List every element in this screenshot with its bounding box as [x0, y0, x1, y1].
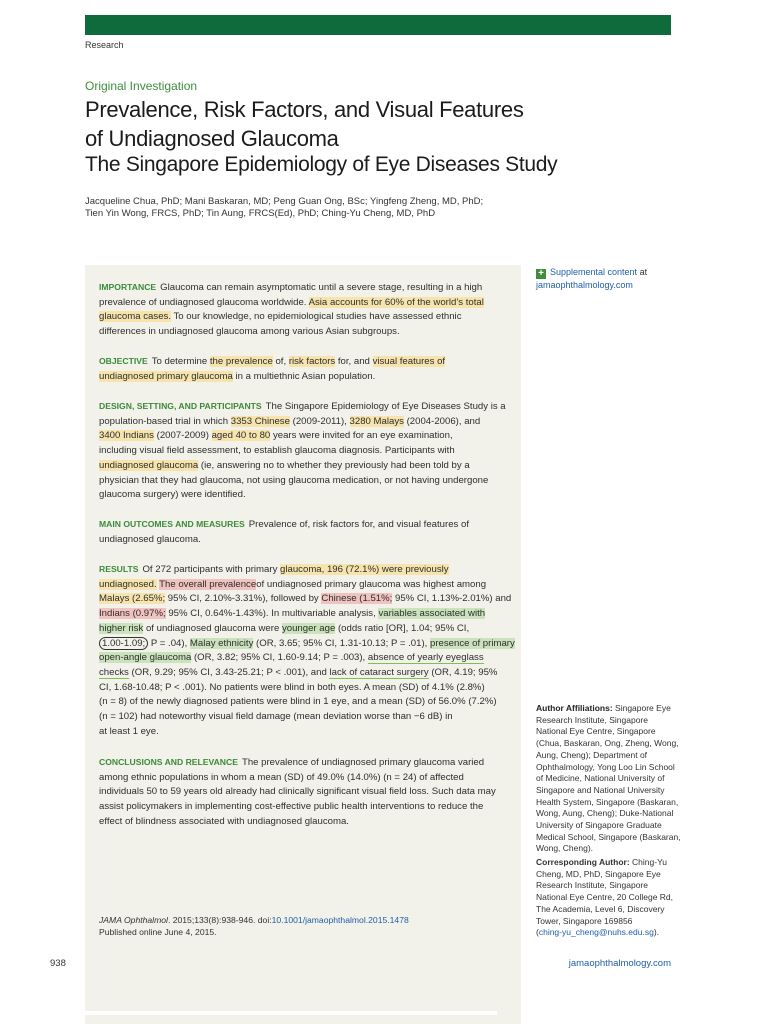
supplemental-content: + Supplemental content at jamaophthalmology.com	[536, 267, 648, 290]
doi-link[interactable]: 10.1001/jamaophthalmol.2015.1478	[271, 915, 409, 925]
highlight: risk factors	[288, 356, 336, 367]
highlight: undiagnosed glaucoma	[99, 459, 199, 471]
corresponding-heading: Corresponding Author:	[536, 857, 630, 867]
email-link[interactable]: ching-yu_cheng@nuhs.edu.sg	[538, 927, 654, 938]
importance-heading: IMPORTANCE	[99, 282, 157, 292]
highlight: glaucoma, 196 (72.1%) were previously	[280, 564, 449, 575]
highlight: open-angle glaucoma	[99, 652, 192, 664]
highlight: 3280 Malays	[349, 415, 404, 427]
page-number: 938	[50, 958, 66, 969]
highlight: undiagnosed.	[99, 578, 157, 590]
highlight: Indians (0.97%;	[99, 608, 166, 620]
highlight: Malay ethnicity	[189, 637, 254, 649]
highlight: Chinese (1.51%;	[321, 593, 393, 605]
author-list	[85, 196, 505, 220]
abstract-conclusions: CONCLUSIONS AND RELEVANCE The prevalence of undiagnosed primary glaucoma varied among ethnic populations in whom a mean (SD) of 49.0% (14.0%) (n = 24) of affected individuals 50 to 59 years old already had clinically significant visual field loss. Such data may assist policymakers in implementing cost-effective public health interventions to reduce the effect of blindness associated with undiagnosed glaucoma.	[99, 757, 496, 827]
abstract-box	[85, 265, 521, 1024]
abstract-objective: OBJECTIVE To determine the prevalence of, risk factors for, and visual features of undiagnosed primary glaucoma in a multiethnic Asian population.	[99, 356, 446, 382]
highlight: 3400 Indians	[99, 430, 154, 442]
highlight: The overall prevalence	[159, 578, 257, 590]
highlight: Asia accounts for 60% of the world’s total	[308, 296, 484, 308]
article-subtitle: The Singapore Epidemiology of Eye Diseases Study	[85, 153, 558, 176]
underline: lack of cataract surgery	[329, 666, 429, 678]
highlight: 3353 Chinese	[230, 415, 290, 427]
journal-header-bar	[85, 15, 671, 35]
abstract-design: DESIGN, SETTING, AND PARTICIPANTS The Singapore Epidemiology of Eye Diseases Study is a population-based trial in which 3353 Chinese (2009-2011), 3280 Malays (2004-2006), and 3400 Indians (2007-2009) aged 40 to 80 years were invited for an eye examination, including visual field assessment, to establish glaucoma diagnosis. Participants with undiagnosed glaucoma (ie, answering no to whether they previously had been told by a physician that they had glaucoma, not using glaucoma medication, or not having undergone glaucoma surgery) were identified.	[99, 401, 506, 501]
conclusions-heading: CONCLUSIONS AND RELEVANCE	[99, 757, 238, 767]
journal-abbrev: JAMA Ophthalmol	[99, 915, 168, 925]
highlight: glaucoma cases.	[99, 311, 171, 323]
abstract-divider	[85, 1011, 497, 1015]
article-type-label: Original Investigation	[85, 79, 198, 93]
highlight: higher risk	[99, 622, 144, 634]
highlight: undiagnosed primary glaucoma	[99, 370, 233, 382]
highlight: variables associated with	[378, 608, 486, 620]
abstract-importance: IMPORTANCE Glaucoma can remain asymptomatic until a severe stage, resulting in a high prevalence of undiagnosed glaucoma worldwide. Asia accounts for 60% of the world’s total glaucoma cases. To our knowledge, no epidemiological studies have assessed ethnic differences in undiagnosed glaucoma among various Asian subgroups.	[99, 282, 484, 338]
section-label: Research	[85, 40, 124, 50]
published-date: Published online June 4, 2015.	[99, 926, 217, 937]
abstract-outcomes: MAIN OUTCOMES AND MEASURES Prevalence of, risk factors for, and visual features of undiagnosed glaucoma.	[99, 519, 470, 545]
objective-heading: OBJECTIVE	[99, 356, 148, 366]
authors-line-2: Tien Yin Wong, FRCS, PhD; Tin Aung, FRCS(Ed), PhD; Ching-Yu Cheng, MD, PhD	[85, 208, 436, 219]
footer-journal-link[interactable]: jamaophthalmology.com	[568, 958, 671, 969]
plus-icon[interactable]: +	[536, 269, 546, 279]
supplemental-url[interactable]: jamaophthalmology.com	[536, 280, 633, 290]
underline: checks	[99, 666, 129, 678]
highlight: younger age	[281, 622, 336, 634]
authors-line-1: Jacqueline Chua, PhD; Mani Baskaran, MD; Peng Guan Ong, BSc; Yingfeng Zheng, MD, PhD;	[85, 196, 484, 207]
outcomes-heading: MAIN OUTCOMES AND MEASURES	[99, 519, 245, 529]
affiliations-heading: Author Affiliations:	[536, 703, 613, 713]
article-title	[85, 95, 685, 153]
highlight: Malays (2.65%;	[99, 593, 166, 605]
circled-value: 1.00-1.09;	[99, 637, 148, 650]
highlight: the prevalence	[209, 356, 273, 367]
citation: JAMA Ophthalmol. 2015;133(8):938-946. doi:10.1001/jamaophthalmol.2015.1478 Published online June 4, 2015.	[99, 915, 511, 938]
title-line-2: of Undiagnosed Glaucoma	[85, 126, 339, 151]
highlight: presence of primary	[430, 637, 515, 649]
results-heading: RESULTS	[99, 564, 139, 574]
design-heading: DESIGN, SETTING, AND PARTICIPANTS	[99, 401, 262, 411]
title-line-1: Prevalence, Risk Factors, and Visual Features	[85, 97, 524, 122]
author-affiliations: Author Affiliations: Singapore Eye Research Institute, Singapore National Eye Centre, Singapore (Chua, Baskaran, Ong, Zheng, Wong, Aung, Cheng); Department of Ophthalmology, Yong Loo Lin School of Medicine, National University of Singapore and National University Health System, Singapore (Baskaran, Wong, Aung, Cheng); Duke-National University of Singapore Graduate Medical School, Singapore (Baskaran, Wong, Cheng).	[536, 703, 681, 854]
abstract-results: RESULTS Of 272 participants with primary glaucoma, 196 (72.1%) were previously undiagnosed. The overall prevalenceof undiagnosed primary glaucoma was highest among Malays (2.65%; 95% CI, 2.10%-3.31%), followed by Chinese (1.51%; 95% CI, 1.13%-2.01%) and Indians (0.97%; 95% CI, 0.64%-1.43%). In multivariable analysis, variables associated with higher risk of undiagnosed glaucoma were younger age (odds ratio [OR], 1.04; 95% CI, 1.00-1.09; P = .04), Malay ethnicity (OR, 3.65; 95% CI, 1.31-10.13; P = .01), presence of primary open-angle glaucoma (OR, 3.82; 95% CI, 1.60-9.14; P = .003), absence of yearly eyeglass checks (OR, 9.29; 95% CI, 3.43-25.21; P < .001), and lack of cataract surgery (OR, 4.19; 95% CI, 1.68-10.48; P < .001). No patients were blind in both eyes. A mean (SD) of 4.1% (2.8%) (n = 8) of the newly diagnosed patients were blind in 1 eye, and a mean (SD) of 56.0% (7.2%) (n = 102) had noteworthy visual field damage (mean deviation worse than −6 dB) in at least 1 eye.	[99, 564, 515, 737]
underline: absence of yearly eyeglass	[367, 652, 484, 664]
supplemental-link[interactable]: Supplemental content	[550, 267, 638, 277]
highlight: aged 40 to 80	[211, 430, 271, 442]
corresponding-author: Corresponding Author: Ching-Yu Cheng, MD, PhD, Singapore Eye Research Institute, Singapore National Eye Centre, 20 College Rd, The Academia, Level 6, Discovery Tower, Singapore 169856 (ching-yu_cheng@nuhs.edu.sg).	[536, 857, 674, 938]
highlight: visual features of	[372, 356, 446, 367]
